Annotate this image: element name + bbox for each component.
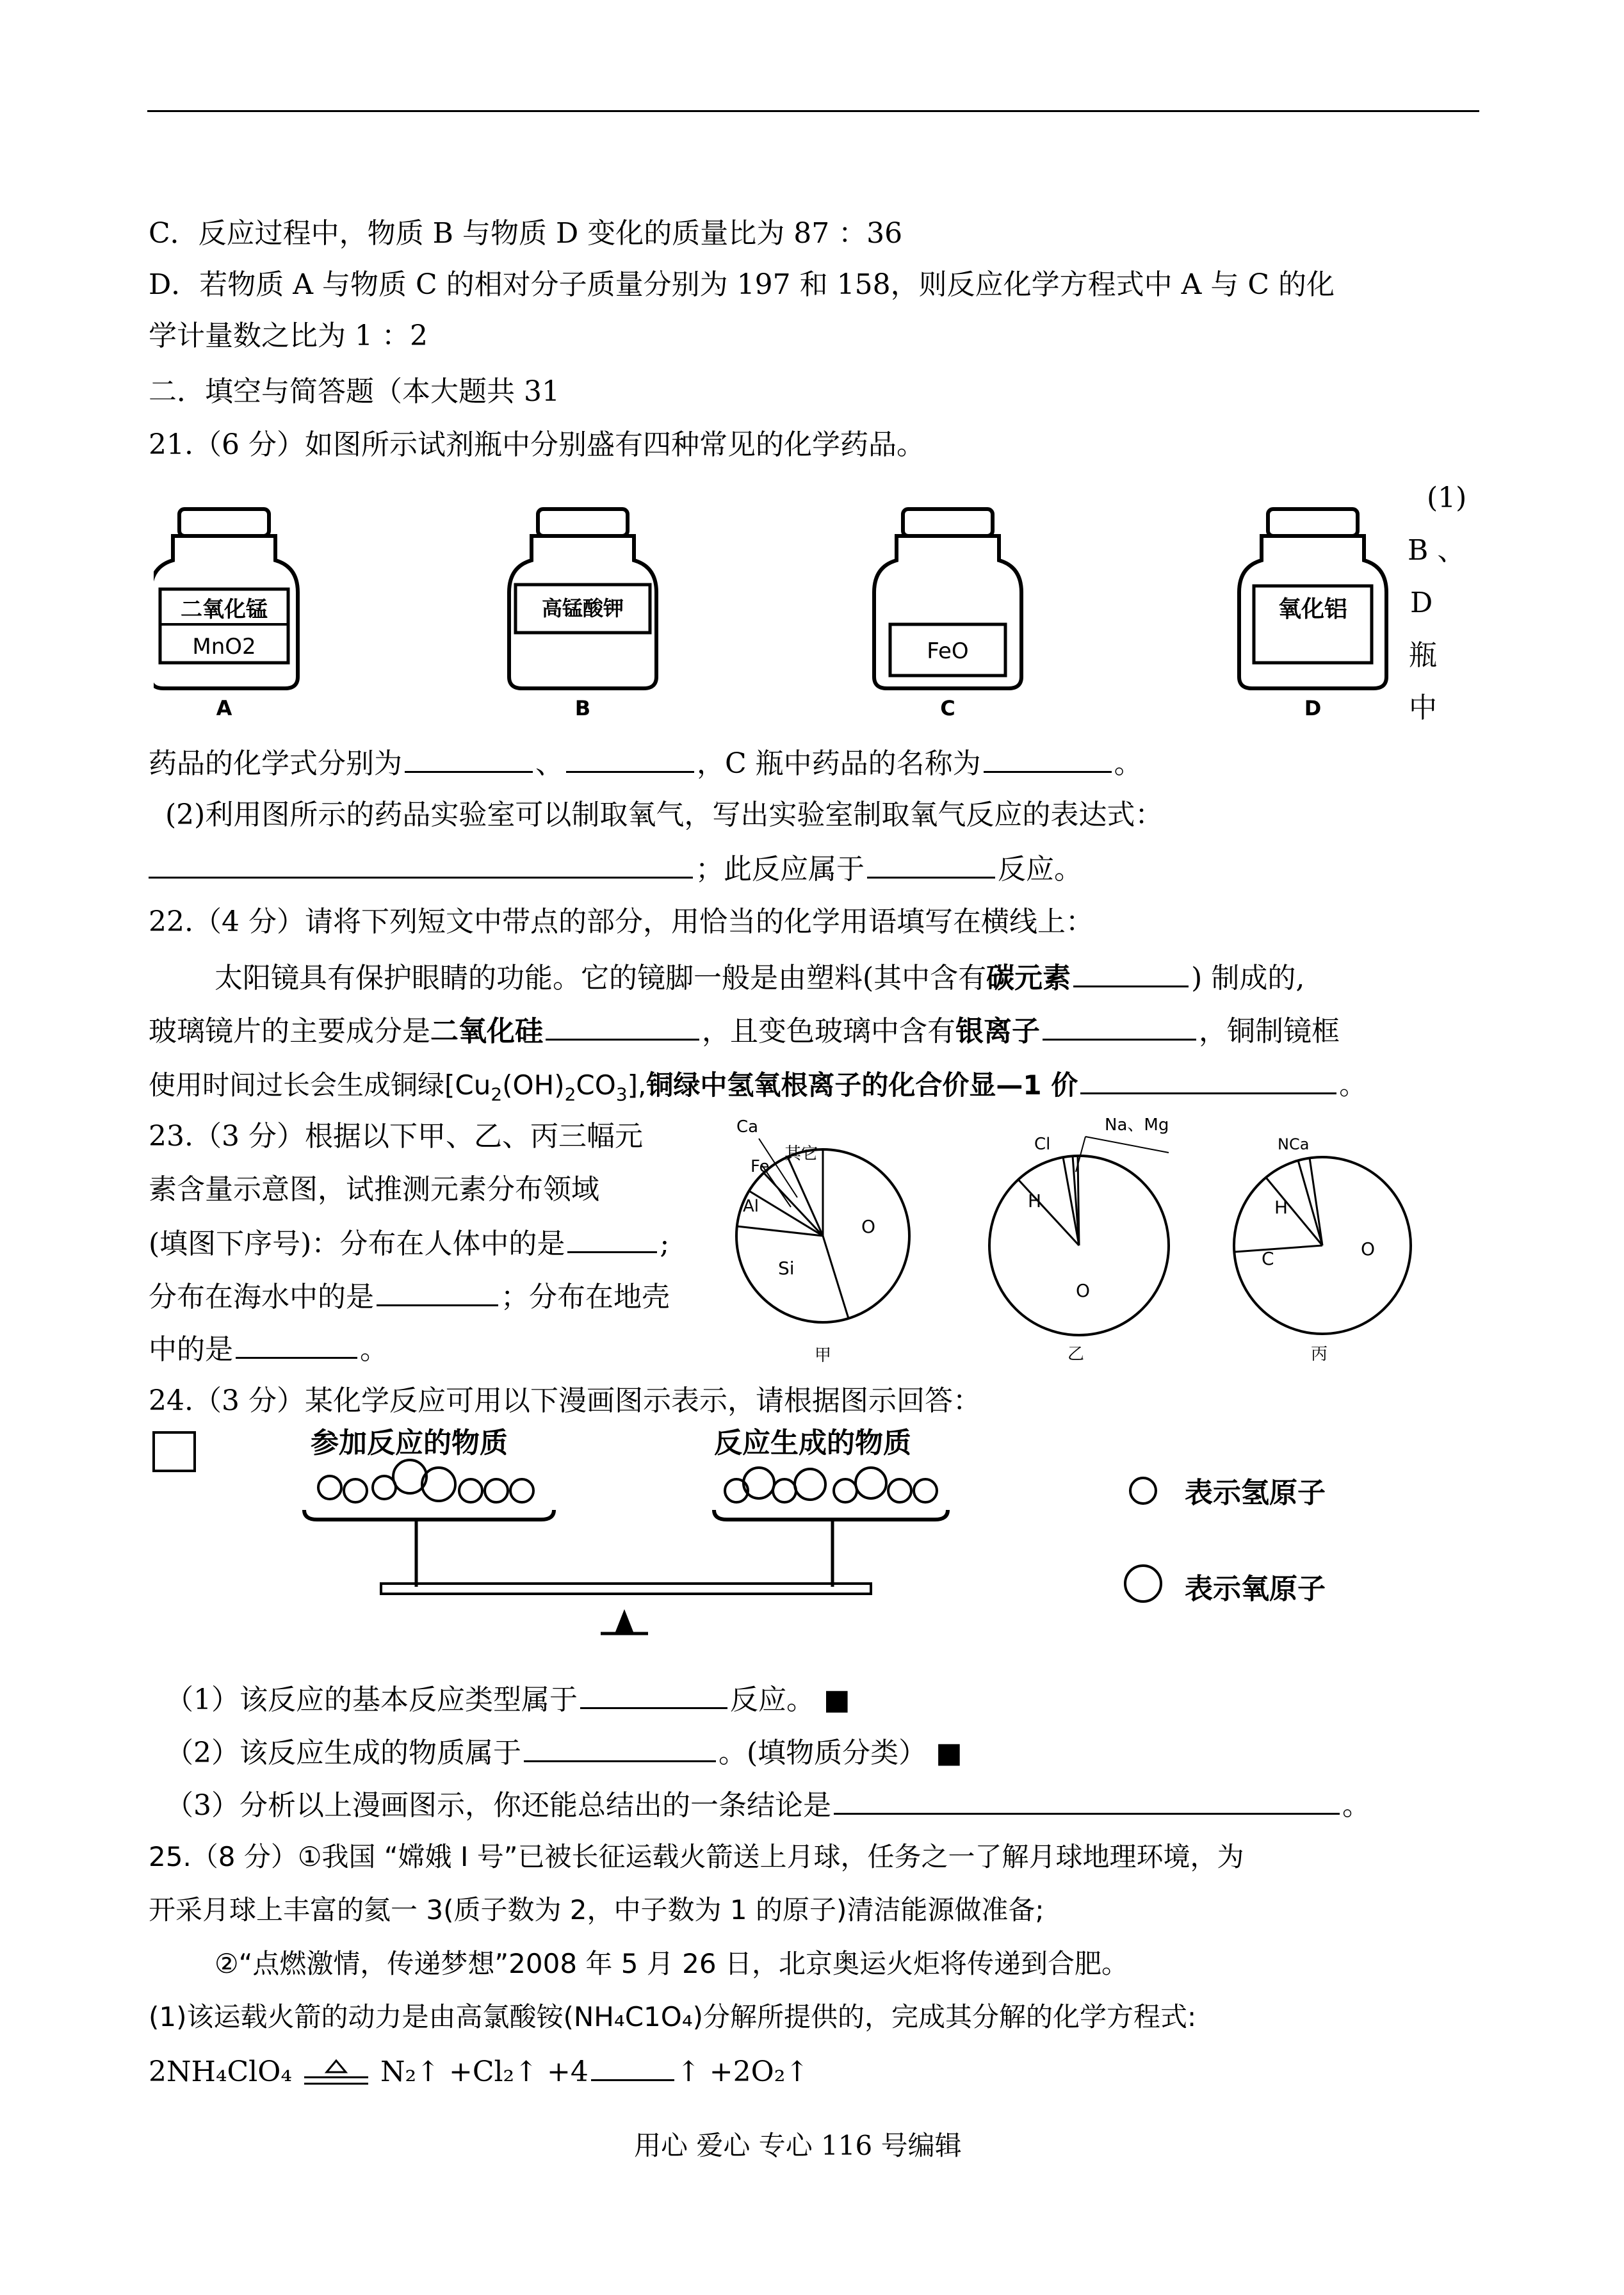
q22-p2a: 玻璃镜片的主要成分是 (149, 1015, 430, 1048)
bottle-c-letter: C (940, 696, 955, 720)
heat-equals-icon (301, 2058, 371, 2090)
pie-jia-label-si: Si (778, 1258, 795, 1279)
pie-jia-label-ca: Ca (736, 1117, 759, 1137)
q21-blank-d[interactable] (566, 743, 694, 773)
q25-line2: 开采月球上丰富的氦一 3(质子数为 2，中子数为 1 的原子)清洁能源做准备; (149, 1894, 1044, 1926)
q22-para-line1 (215, 957, 1304, 998)
q21-l1d: 。 (1114, 747, 1142, 780)
bottle-a-letter: A (216, 696, 232, 720)
legend-hydrogen-text: 表示氢原子 (1185, 1477, 1326, 1509)
q25-eq-products: N₂↑ +Cl₂↑ +4 (380, 2056, 589, 2088)
q23-blank-sea[interactable] (377, 1276, 498, 1306)
q21-l1a: 药品的化学式分别为 (149, 747, 402, 780)
bottle-a-label: 二氧化锰 (181, 597, 268, 622)
q24-p1b: 反应。 ■ (730, 1683, 850, 1716)
bottle-a-formula: MnO2 (192, 634, 256, 660)
q22-blank-valence[interactable] (1080, 1064, 1336, 1094)
q22-blank-carbon[interactable] (1073, 957, 1189, 987)
q22-p3f: 。 (1339, 1069, 1367, 1101)
q24-p3a: （3）分析以上漫画图示，你还能总结出的一条结论是 (165, 1789, 831, 1822)
header-rule (147, 110, 1479, 112)
q21-blank-equation[interactable] (149, 848, 693, 879)
q23-line4 (149, 1276, 670, 1317)
pie-bing-label-h: H (1274, 1197, 1288, 1218)
pie-jia-caption: 甲 (814, 1346, 832, 1364)
legend-oxygen (1125, 1566, 1326, 1605)
q24-blank-class[interactable] (524, 1732, 716, 1762)
q23-l5a: 中的是 (149, 1333, 233, 1366)
q21-blank-b[interactable] (405, 743, 533, 773)
q24-p2a: （2）该反应生成的物质属于 (165, 1737, 521, 1769)
q23-l3: (填图下序号)：分布在人体中的是 (149, 1228, 565, 1260)
question-22: 22.（4 分）请将下列短文中带点的部分，用恰当的化学用语填写在横线上： (149, 905, 1094, 938)
q21-l3b: 反应。 (998, 853, 1082, 886)
pie-yi-label-namg: Na、Mg (1105, 1115, 1169, 1135)
q22-carbon: 碳元素 (986, 962, 1071, 994)
pie-jia (736, 1117, 909, 1364)
q22-para-line2 (149, 1010, 1340, 1051)
q23-l4a: 分布在海水中的是 (149, 1281, 374, 1313)
q22-p1c: ) 制成的, (1191, 962, 1305, 994)
q21-side-1: (1) (1427, 482, 1467, 514)
products-title: 反应生成的物质 (714, 1427, 911, 1459)
q25-line4: (1)该运载火箭的动力是由高氯酸铵(NH₄C1O₄)分解所提供的，完成其分解的化学方程式: (149, 2001, 1197, 2032)
pie-jia-label-o: O (861, 1216, 876, 1237)
left-pan (304, 1460, 554, 1520)
q24-blank-type[interactable] (580, 1679, 727, 1709)
q23-l5b: 。 (360, 1333, 388, 1366)
q21-line3 (149, 848, 1082, 889)
option-c: C．反应过程中，物质 B 与物质 D 变化的质量比为 87 ：36 (149, 217, 903, 250)
pie-bing-label-o: O (1361, 1238, 1376, 1260)
q22-p2c: ，且变色玻璃中含有 (702, 1015, 955, 1048)
legend-hydrogen (1130, 1477, 1326, 1509)
q22-silver: 银离子 (955, 1015, 1040, 1048)
section-heading: 二．填空与简答题（本大题共 31 (149, 375, 560, 408)
checkbox-square[interactable] (152, 1431, 196, 1472)
q25-eq-reactant: 2NH₄ClO₄ (149, 2056, 292, 2088)
q23-blank-human[interactable] (567, 1223, 657, 1253)
q24-p3b: 。 (1342, 1789, 1370, 1822)
q21-blank-type[interactable] (867, 848, 995, 879)
right-pan (714, 1468, 948, 1520)
bottle-b (509, 509, 656, 720)
q22-blank-sio2[interactable] (546, 1010, 699, 1041)
bottle-c-formula: FeO (927, 638, 969, 664)
element-pie-charts (730, 1108, 1434, 1364)
q21-line2: (2)利用图所示的药品实验室可以制取氧气，写出实验室制取氧气反应的表达式： (165, 799, 1164, 831)
q25-equation (149, 2051, 809, 2091)
q21-side-2: B 、 (1408, 534, 1466, 567)
q23-line2: 素含量示意图，试推测元素分布领域 (149, 1173, 599, 1206)
pie-yi-label-cl: Cl (1034, 1135, 1051, 1154)
pie-jia-label-other: 其它 (784, 1144, 818, 1164)
q23-line5 (149, 1329, 388, 1369)
q24-part1 (165, 1679, 850, 1719)
q22-blank-silver[interactable] (1043, 1010, 1196, 1041)
q21-l1b: 、 (535, 747, 564, 780)
bottle-c (874, 509, 1021, 720)
q24-p2b: 。(填物质分类） ■ (719, 1737, 962, 1769)
q25-line3: ②“点燃激情，传递梦想”2008 年 5 月 26 日，北京奥运火炬将传递到合肥。 (215, 1948, 1128, 1979)
reagent-bottles-figure (154, 503, 1434, 724)
reactants-title: 参加反应的物质 (311, 1427, 508, 1459)
q24-part2 (165, 1732, 962, 1772)
bottle-a (154, 509, 298, 720)
pie-bing-caption: 丙 (1310, 1345, 1328, 1364)
q24-blank-conclusion[interactable] (834, 1785, 1340, 1815)
bottle-b-label: 高锰酸钾 (541, 596, 624, 620)
q22-p3d: ], (627, 1069, 647, 1101)
pie-yi-caption: 乙 (1067, 1345, 1085, 1364)
question-21: 21.（6 分）如图所示试剂瓶中分别盛有四种常见的化学药品。 (149, 428, 925, 461)
q25-line1: 25.（8 分）①我国 “嫦娥 Ⅰ 号”已被长征运载火箭送上月球，任务之一了解月球地理环境，为 (149, 1841, 1244, 1872)
balance-cartoon-figure (295, 1427, 1422, 1664)
q25-eq-oxygen: ↑ +2O₂↑ (676, 2056, 809, 2088)
bottle-d-label: 氧化铝 (1278, 596, 1348, 622)
q23-line1: 23.（3 分）根据以下甲、乙、丙三幅元 (149, 1120, 643, 1153)
q21-side-3: D (1410, 587, 1433, 619)
option-d-line2: 学计量数之比为 1 ：2 (149, 320, 428, 352)
q24-p1a: （1）该反应的基本反应类型属于 (165, 1683, 578, 1716)
q21-blank-c-name[interactable] (984, 743, 1112, 773)
pie-jia-label-al: Al (743, 1197, 759, 1216)
bottle-d-letter: D (1304, 696, 1322, 720)
q23-line3 (149, 1223, 669, 1263)
q21-side-4: 瓶 (1409, 639, 1437, 672)
q21-line1 (149, 743, 1142, 783)
pie-bing-label-nca: NCa (1278, 1135, 1310, 1153)
pie-yi-label-h: H (1028, 1190, 1042, 1212)
q22-p3b: (OH) (502, 1069, 565, 1101)
option-d-line1: D．若物质 A 与物质 C 的相对分子质量分别为 197 和 158，则反应化学方程式中 A 与 C 的化 (149, 268, 1335, 301)
pie-jia-label-fe: Fe (751, 1157, 770, 1176)
q22-para-line3: 使用时间过长会生成铜绿$[Cu_2(OH)_2CO_3]$,铜绿中氢氧根离子的化合价显—1 价 。 (149, 1064, 1366, 1114)
q23-l3b: ; (660, 1228, 670, 1260)
pie-bing-label-c: C (1262, 1248, 1274, 1269)
bottle-b-letter: B (574, 696, 591, 720)
q22-p1a: 太阳镜具有保护眼睛的功能。它的镜脚一般是由塑料(其中含有 (215, 962, 987, 994)
pie-yi (989, 1115, 1169, 1364)
q24-part3 (165, 1785, 1370, 1825)
bottle-d (1239, 509, 1386, 720)
q21-l1c: ，C 瓶中药品的名称为 (697, 747, 981, 780)
q21-side-5: 中 (1409, 692, 1437, 724)
pie-bing (1234, 1135, 1411, 1364)
legend-oxygen-text: 表示氧原子 (1185, 1573, 1326, 1605)
q23-l4b: ；分布在地壳 (501, 1281, 670, 1313)
q25-blank-product[interactable] (591, 2051, 674, 2081)
page-footer: 用心 爱心 专心 116 号编辑 (634, 2130, 962, 2161)
pie-yi-label-o: O (1076, 1280, 1091, 1301)
q22-p2e: ，铜制镜框 (1199, 1015, 1340, 1048)
question-24: 24.（3 分）某化学反应可用以下漫画图示表示，请根据图示回答： (149, 1384, 981, 1417)
q22-valence: 铜绿中氢氧根离子的化合价显—1 价 (646, 1069, 1078, 1101)
q22-sio2: 二氧化硅 (430, 1015, 543, 1048)
q22-p3a: 使用时间过长会生成铜绿[Cu (149, 1069, 491, 1101)
q23-blank-crust[interactable] (236, 1329, 357, 1359)
q21-l3a: ；此反应属于 (695, 853, 865, 886)
q22-p3c: CO (576, 1069, 616, 1101)
